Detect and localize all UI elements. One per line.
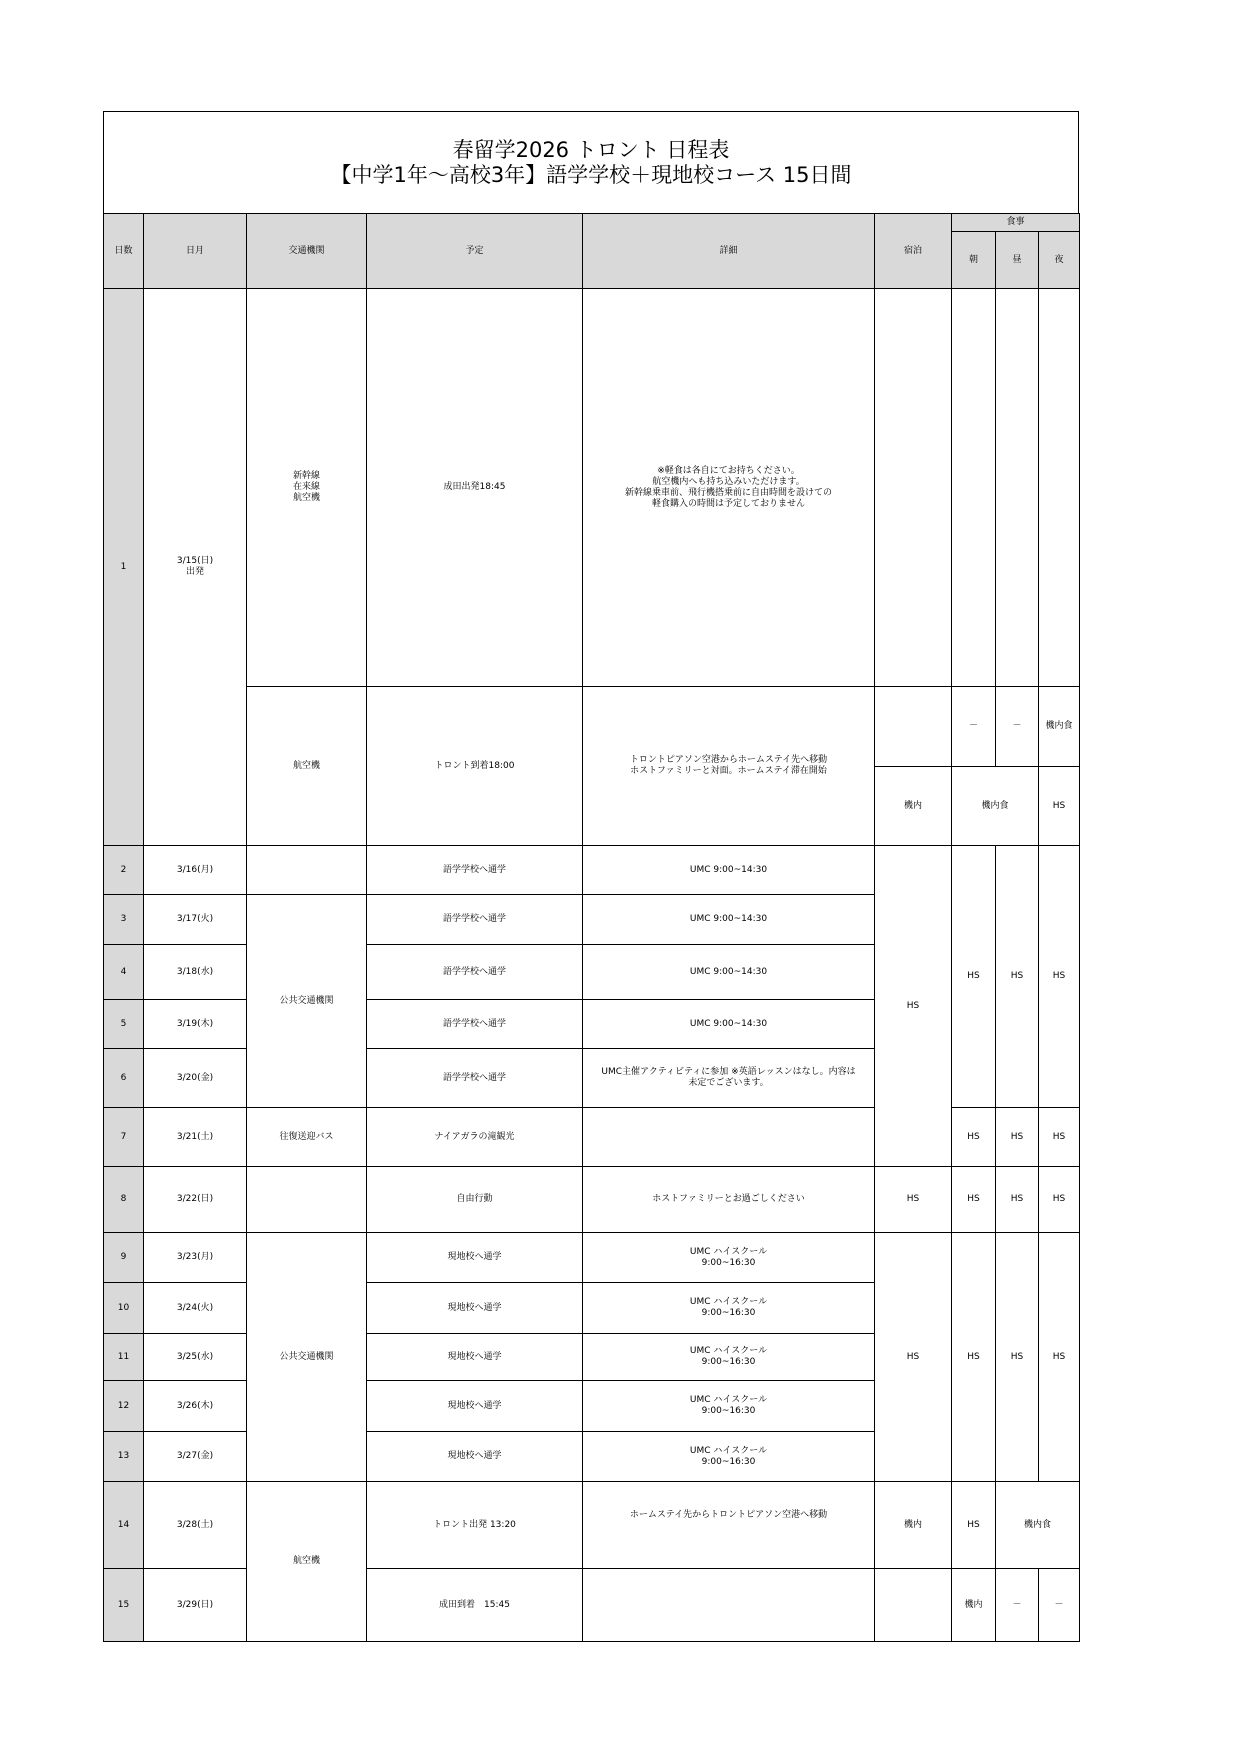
plan-cell: 語学学校へ通学 bbox=[367, 1000, 583, 1049]
dinner-cell: － bbox=[1039, 1569, 1080, 1642]
detail-cell bbox=[583, 1569, 875, 1642]
header-dinner: 夜 bbox=[1039, 232, 1080, 289]
detail-cell: UMC ハイスクール 9:00~16:30 bbox=[583, 1432, 875, 1482]
day-number: 8 bbox=[104, 1167, 144, 1233]
lunch-cell: HS bbox=[996, 1167, 1039, 1233]
detail-cell: UMC 9:00~14:30 bbox=[583, 895, 875, 945]
breakfast-cell: HS bbox=[952, 1233, 996, 1482]
day-date: 3/17(火) bbox=[144, 895, 247, 945]
day-number: 2 bbox=[104, 846, 144, 895]
detail-cell: ホームステイ先からトロントピアソン空港へ移動 bbox=[583, 1482, 875, 1569]
detail-cell: UMC 9:00~14:30 bbox=[583, 846, 875, 895]
plan-cell: 語学学校へ通学 bbox=[367, 846, 583, 895]
lunch-cell: HS bbox=[996, 1108, 1039, 1167]
day-number: 7 bbox=[104, 1108, 144, 1167]
day-date: 3/16(月) bbox=[144, 846, 247, 895]
transport-cell: 航空機 bbox=[247, 687, 367, 846]
day-number: 1 bbox=[104, 289, 144, 846]
day-date: 3/15(日) 出発 bbox=[144, 289, 247, 846]
plan-cell: 現地校へ通学 bbox=[367, 1233, 583, 1283]
detail-cell: UMC ハイスクール 9:00~16:30 bbox=[583, 1283, 875, 1334]
day-date: 3/29(日) bbox=[144, 1569, 247, 1642]
detail-cell: UMC主催アクティビティに参加 ※英語レッスンはなし。内容は 未定でございます。 bbox=[583, 1049, 875, 1108]
plan-cell: 現地校へ通学 bbox=[367, 1432, 583, 1482]
schedule-sheet bbox=[103, 111, 1079, 1642]
day-number: 6 bbox=[104, 1049, 144, 1108]
day-date: 3/25(水) bbox=[144, 1334, 247, 1381]
detail-cell bbox=[583, 1108, 875, 1167]
day-date: 3/22(日) bbox=[144, 1167, 247, 1233]
transport-cell: 公共交通機関 bbox=[247, 895, 367, 1108]
header-lunch: 昼 bbox=[996, 232, 1039, 289]
header-detail: 詳細 bbox=[583, 214, 875, 289]
dinner-cell: HS bbox=[1039, 1108, 1080, 1167]
breakfast-cell: 機内 bbox=[952, 1569, 996, 1642]
meal-cell: 機内食 bbox=[952, 767, 1039, 846]
day-date: 3/26(木) bbox=[144, 1381, 247, 1432]
day-number: 3 bbox=[104, 895, 144, 945]
transport-cell: 公共交通機関 bbox=[247, 1233, 367, 1482]
day-number: 15 bbox=[104, 1569, 144, 1642]
plan-cell: 現地校へ通学 bbox=[367, 1334, 583, 1381]
header-breakfast: 朝 bbox=[952, 232, 996, 289]
transport-cell: 新幹線 在来線 航空機 bbox=[247, 289, 367, 687]
detail-cell: UMC 9:00~14:30 bbox=[583, 1000, 875, 1049]
breakfast-cell: HS bbox=[952, 1482, 996, 1569]
plan-cell: 成田出発18:45 bbox=[367, 289, 583, 687]
transport-cell bbox=[247, 846, 367, 895]
header-meals: 食事 bbox=[952, 214, 1080, 232]
detail-cell: UMC ハイスクール 9:00~16:30 bbox=[583, 1381, 875, 1432]
title-box bbox=[103, 111, 1079, 213]
day-date: 3/28(土) bbox=[144, 1482, 247, 1569]
plan-cell: 現地校へ通学 bbox=[367, 1381, 583, 1432]
day-date: 3/24(火) bbox=[144, 1283, 247, 1334]
stay-cell bbox=[875, 289, 952, 687]
dinner-cell: HS bbox=[1039, 846, 1080, 1108]
day-number: 10 bbox=[104, 1283, 144, 1334]
detail-cell: UMC 9:00~14:30 bbox=[583, 945, 875, 1000]
detail-cell: UMC ハイスクール 9:00~16:30 bbox=[583, 1334, 875, 1381]
header-stay: 宿泊 bbox=[875, 214, 952, 289]
plan-cell: 現地校へ通学 bbox=[367, 1283, 583, 1334]
header-plan: 予定 bbox=[367, 214, 583, 289]
dinner-cell bbox=[1039, 289, 1080, 687]
title-line-1: 春留学2026 トロント 日程表 bbox=[452, 137, 730, 162]
transport-cell: 往復送迎バス bbox=[247, 1108, 367, 1167]
stay-cell bbox=[875, 1569, 952, 1642]
day-number: 14 bbox=[104, 1482, 144, 1569]
schedule-table bbox=[103, 213, 1080, 1642]
transport-cell: 航空機 bbox=[247, 1482, 367, 1642]
plan-cell: 成田到着 15:45 bbox=[367, 1569, 583, 1642]
meal-cell: 機内食 bbox=[996, 1482, 1080, 1569]
day-number: 11 bbox=[104, 1334, 144, 1381]
stay-cell: 機内 bbox=[875, 767, 952, 846]
dinner-cell: HS bbox=[1039, 1167, 1080, 1233]
day-date: 3/23(月) bbox=[144, 1233, 247, 1283]
day-number: 13 bbox=[104, 1432, 144, 1482]
plan-cell: 語学学校へ通学 bbox=[367, 895, 583, 945]
day-date: 3/19(木) bbox=[144, 1000, 247, 1049]
day-date: 3/27(金) bbox=[144, 1432, 247, 1482]
stay-cell: HS bbox=[875, 846, 952, 1167]
stay-cell: 機内 bbox=[875, 1482, 952, 1569]
detail-cell: ※軽食は各自にてお持ちください。 航空機内へも持ち込みいただけます。 新幹線乗車前、飛行機搭乗前に自由時間を設けての 軽食購入の時間は予定しておりません bbox=[583, 289, 875, 687]
day-number: 12 bbox=[104, 1381, 144, 1432]
plan-cell: トロント出発 13:20 bbox=[367, 1482, 583, 1569]
day-date: 3/18(水) bbox=[144, 945, 247, 1000]
day-number: 5 bbox=[104, 1000, 144, 1049]
breakfast-cell: HS bbox=[952, 1167, 996, 1233]
lunch-cell: － bbox=[996, 687, 1039, 767]
detail-cell: トロントピアソン空港からホームステイ先へ移動 ホストファミリーと対面。ホームステイ滞在開始 bbox=[583, 687, 875, 846]
detail-cell: UMC ハイスクール 9:00~16:30 bbox=[583, 1233, 875, 1283]
stay-cell bbox=[875, 687, 952, 767]
plan-cell: 自由行動 bbox=[367, 1167, 583, 1233]
lunch-cell: HS bbox=[996, 1233, 1039, 1482]
stay-cell: HS bbox=[875, 1233, 952, 1482]
breakfast-cell: HS bbox=[952, 1108, 996, 1167]
lunch-cell bbox=[996, 289, 1039, 687]
breakfast-cell bbox=[952, 289, 996, 687]
breakfast-cell: HS bbox=[952, 846, 996, 1108]
header-transport: 交通機関 bbox=[247, 214, 367, 289]
day-number: 4 bbox=[104, 945, 144, 1000]
day-number: 9 bbox=[104, 1233, 144, 1283]
day-date: 3/21(土) bbox=[144, 1108, 247, 1167]
plan-cell: トロント到着18:00 bbox=[367, 687, 583, 846]
plan-cell: 語学学校へ通学 bbox=[367, 945, 583, 1000]
detail-cell: ホストファミリーとお過ごしください bbox=[583, 1167, 875, 1233]
transport-cell bbox=[247, 1167, 367, 1233]
breakfast-cell: － bbox=[952, 687, 996, 767]
plan-cell: ナイアガラの滝観光 bbox=[367, 1108, 583, 1167]
lunch-cell: HS bbox=[996, 846, 1039, 1108]
dinner-cell: HS bbox=[1039, 1233, 1080, 1482]
day-date: 3/20(金) bbox=[144, 1049, 247, 1108]
dinner-cell: HS bbox=[1039, 767, 1080, 846]
header-day: 日数 bbox=[104, 214, 144, 289]
stay-cell: HS bbox=[875, 1167, 952, 1233]
header-date: 日月 bbox=[144, 214, 247, 289]
title-line-2: 【中学1年～高校3年】語学学校＋現地校コース 15日間 bbox=[330, 162, 852, 187]
dinner-cell: 機内食 bbox=[1039, 687, 1080, 767]
lunch-cell: － bbox=[996, 1569, 1039, 1642]
plan-cell: 語学学校へ通学 bbox=[367, 1049, 583, 1108]
